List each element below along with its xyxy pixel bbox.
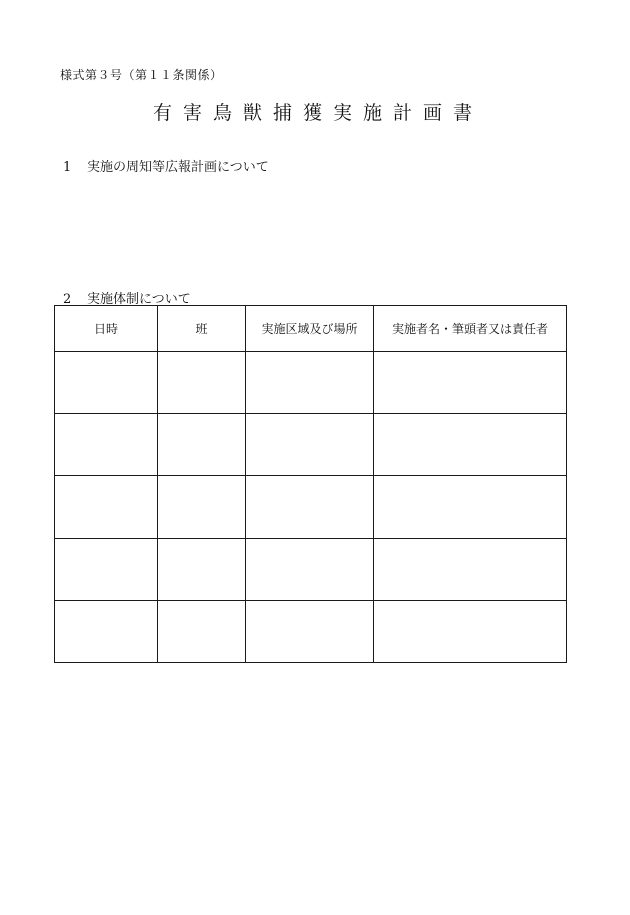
table-cell <box>246 414 374 476</box>
table-cell <box>374 600 567 662</box>
document-title: 有害鳥獣捕獲実施計画書 <box>152 102 483 124</box>
table-cell <box>374 538 567 600</box>
table-cell <box>158 352 246 414</box>
table-row <box>55 600 567 662</box>
table-cell <box>158 476 246 538</box>
header-team: 班 <box>158 306 246 352</box>
table-cell <box>374 476 567 538</box>
table-row <box>55 352 567 414</box>
table-cell <box>246 600 374 662</box>
section-number: 2 <box>63 292 72 307</box>
section-heading: 実施体制について <box>87 292 191 307</box>
table-row <box>55 414 567 476</box>
table-cell <box>374 414 567 476</box>
table-cell <box>55 476 158 538</box>
header-datetime: 日時 <box>55 306 158 352</box>
header-implementer: 実施者名・筆頭者又は責任者 <box>374 306 567 352</box>
implementation-table <box>54 305 567 663</box>
section-heading: 実施の周知等広報計画について <box>87 160 269 175</box>
table-cell <box>55 600 158 662</box>
table-row <box>55 476 567 538</box>
table-header-row <box>55 306 567 352</box>
table-cell <box>158 538 246 600</box>
table-row <box>55 538 567 600</box>
header-area-location: 実施区域及び場所 <box>246 306 374 352</box>
table-cell <box>246 538 374 600</box>
table-cell <box>158 414 246 476</box>
section-publicity-plan <box>63 156 269 175</box>
section-number: 1 <box>63 160 72 175</box>
table-cell <box>55 352 158 414</box>
table-cell <box>246 352 374 414</box>
table-cell <box>55 414 158 476</box>
table-cell <box>55 538 158 600</box>
table-cell <box>374 352 567 414</box>
table-cell <box>158 600 246 662</box>
table-cell <box>246 476 374 538</box>
form-number: 様式第３号（第１１条関係） <box>60 68 223 82</box>
